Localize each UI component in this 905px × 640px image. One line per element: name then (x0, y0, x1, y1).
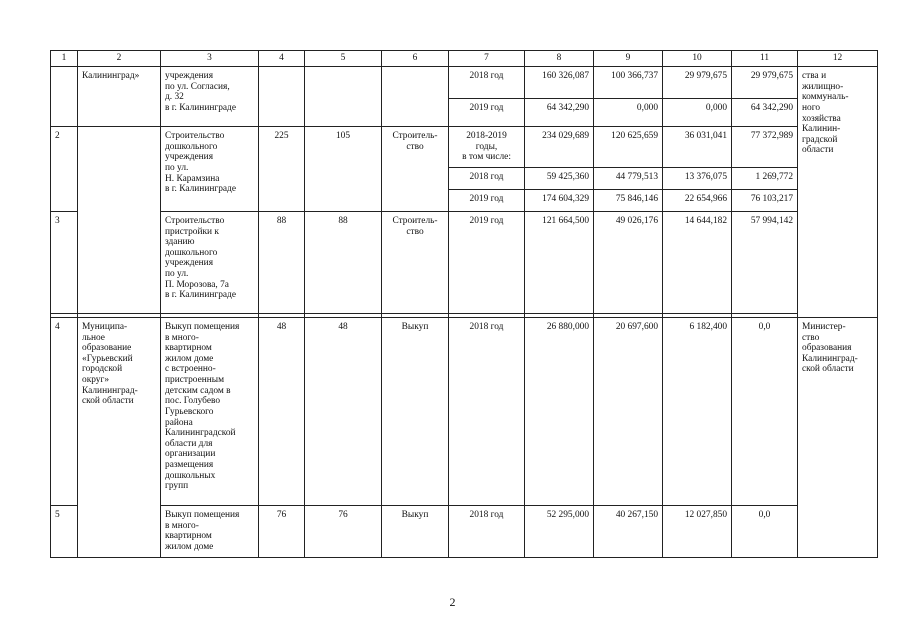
regional-cell: 36 031,041 (663, 127, 732, 168)
regional-cell: 29 979,675 (663, 67, 732, 99)
year-cell: 2019 год (449, 189, 525, 211)
header-cell: 3 (161, 51, 259, 67)
type-cell (382, 67, 449, 127)
object-cell: Выкуп помещения в много- квартирном жилом доме (161, 505, 259, 557)
federal-cell: 44 779,513 (594, 167, 663, 189)
total-cell: 121 664,500 (525, 211, 594, 313)
regional-cell: 12 027,850 (663, 505, 732, 557)
year-cell: 2018 год (449, 67, 525, 99)
table-row (51, 127, 878, 168)
regional-cell: 0,000 (663, 99, 732, 127)
type-cell: Выкуп (382, 317, 449, 505)
year-cell: 2018 год (449, 317, 525, 505)
municipal-cell: 57 994,142 (732, 211, 798, 313)
places-cell: 225 (259, 127, 305, 212)
type-cell: Строитель- ство (382, 211, 449, 313)
federal-cell: 120 625,659 (594, 127, 663, 168)
row-number-cell: 4 (51, 317, 78, 505)
row-number-cell: 3 (51, 211, 78, 313)
municipal-cell: 0,0 (732, 505, 798, 557)
type-cell: Выкуп (382, 505, 449, 557)
object-cell: учреждения по ул. Согласия, д. 32 в г. Калининграде (161, 67, 259, 127)
total-cell: 26 880,000 (525, 317, 594, 505)
places-cell: 88 (259, 211, 305, 313)
object-cell: Строительство пристройки к зданию дошкольного учреждения по ул. П. Морозова, 7а в г. Калининграде (161, 211, 259, 313)
places-cell: 76 (259, 505, 305, 557)
total-cell: 59 425,360 (525, 167, 594, 189)
header-row (51, 51, 878, 67)
places-new-cell: 105 (305, 127, 382, 212)
year-cell: 2019 год (449, 211, 525, 313)
municipality-cell: Калининград» (78, 67, 161, 127)
row-number-cell: 2 (51, 127, 78, 212)
header-cell: 6 (382, 51, 449, 67)
municipal-cell: 64 342,290 (732, 99, 798, 127)
federal-cell: 75 846,146 (594, 189, 663, 211)
federal-cell: 0,000 (594, 99, 663, 127)
header-cell: 12 (798, 51, 878, 67)
total-cell: 52 295,000 (525, 505, 594, 557)
municipal-cell: 29 979,675 (732, 67, 798, 99)
header-cell: 10 (663, 51, 732, 67)
federal-cell: 40 267,150 (594, 505, 663, 557)
regional-cell: 13 376,075 (663, 167, 732, 189)
municipal-cell: 77 372,989 (732, 127, 798, 168)
total-cell: 160 326,087 (525, 67, 594, 99)
header-cell: 7 (449, 51, 525, 67)
object-cell: Выкуп помещения в много- квартирном жилом доме с встроенно- пристроенным детским садом в пос. Голубево Гурьевского района Калининградской области для организации размещения дошкольных групп (161, 317, 259, 505)
municipal-cell: 0,0 (732, 317, 798, 505)
regional-cell: 6 182,400 (663, 317, 732, 505)
type-cell: Строитель- ство (382, 127, 449, 212)
places-cell: 48 (259, 317, 305, 505)
table-row (51, 505, 878, 557)
header-cell: 5 (305, 51, 382, 67)
federal-cell: 20 697,600 (594, 317, 663, 505)
table-row (51, 317, 878, 505)
total-cell: 174 604,329 (525, 189, 594, 211)
regional-cell: 14 644,182 (663, 211, 732, 313)
table-row (51, 211, 878, 313)
municipal-cell: 76 103,217 (732, 189, 798, 211)
row-number-cell (51, 67, 78, 127)
budget-table (50, 50, 878, 558)
responsible-cell: Министер- ство образования Калининград- ской области (798, 317, 878, 557)
header-cell: 8 (525, 51, 594, 67)
places-new-cell (305, 67, 382, 127)
places-new-cell: 48 (305, 317, 382, 505)
table-row (51, 67, 878, 99)
header-cell: 2 (78, 51, 161, 67)
places-new-cell: 88 (305, 211, 382, 313)
municipal-cell: 1 269,772 (732, 167, 798, 189)
year-cell: 2018 год (449, 505, 525, 557)
year-cell: 2018 год (449, 167, 525, 189)
header-cell: 4 (259, 51, 305, 67)
page-number: 2 (449, 595, 456, 609)
municipality-cell: Муниципа- льное образование «Гурьевский городской округ» Калининград- ской области (78, 317, 161, 557)
places-cell (259, 67, 305, 127)
object-cell: Строительство дошкольного учреждения по ул. Н. Карамзина в г. Калининграде (161, 127, 259, 212)
header-cell: 1 (51, 51, 78, 67)
responsible-cell: ства и жилищно- коммуналь- ного хозяйства Калинин- градской области (798, 67, 878, 318)
places-new-cell: 76 (305, 505, 382, 557)
header-cell: 9 (594, 51, 663, 67)
federal-cell: 100 366,737 (594, 67, 663, 99)
total-cell: 64 342,290 (525, 99, 594, 127)
year-cell: 2018-2019 годы, в том числе: (449, 127, 525, 168)
federal-cell: 49 026,176 (594, 211, 663, 313)
year-cell: 2019 год (449, 99, 525, 127)
municipality-cell (78, 127, 161, 314)
regional-cell: 22 654,966 (663, 189, 732, 211)
header-cell: 11 (732, 51, 798, 67)
row-number-cell: 5 (51, 505, 78, 557)
total-cell: 234 029,689 (525, 127, 594, 168)
